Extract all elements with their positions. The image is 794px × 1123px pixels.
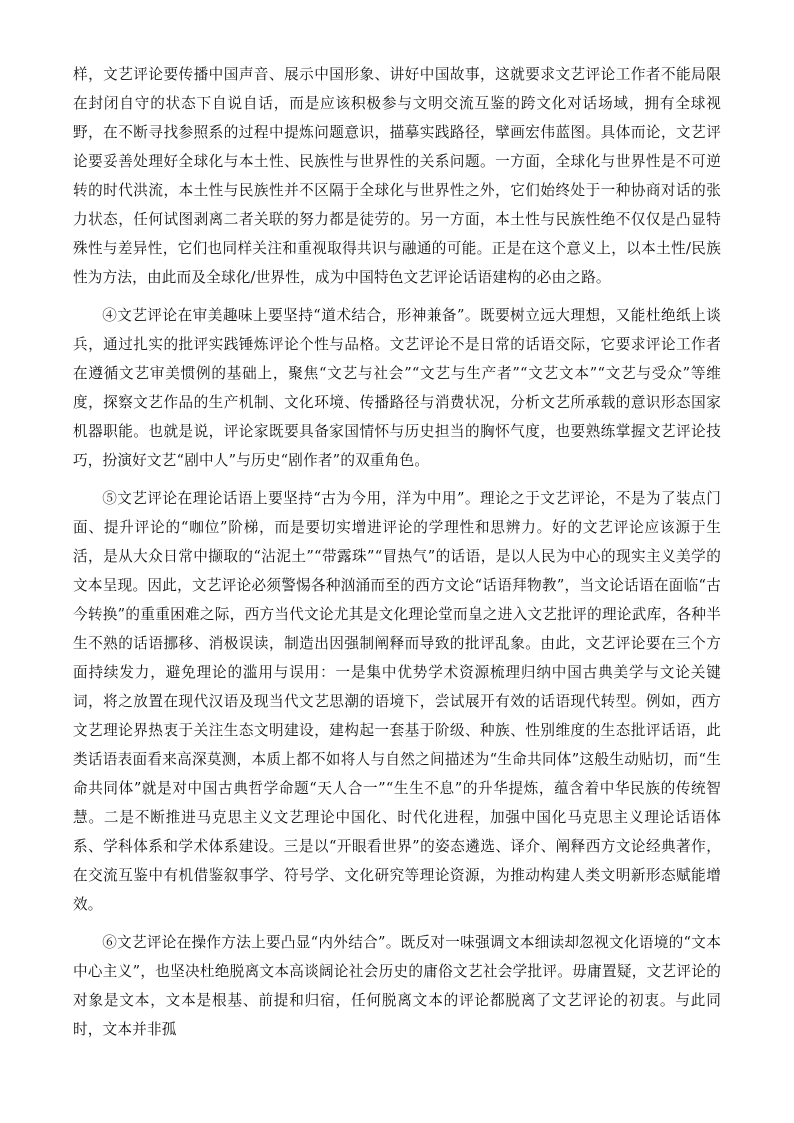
paragraph-4-aesthetic-taste: ④文艺评论在审美趣味上要坚持“道术结合，形神兼备”。既要树立远大理想，又能杜绝纸上谈兵，通过扎实的批评实践锤炼评论个性与品格。文艺评论不是日常的话语交际，它要求评论工作者在遵循文艺审美惯例的基础上，聚焦“文艺与社会”“文艺与生产者”“文艺文本”“文艺与受众”等维度，探察文艺作品的生产机制、文化环境、传播路径与消费状况，分析文艺所承载的意识形态国家机器职能。也就是说，评论家既要具备家国情怀与历史担当的胸怀气度，也要熟练掌握文艺评论技巧，扮演好文艺“剧中人”与历史“剧作者”的双重角色。	[73, 307, 721, 469]
paragraph-6-operating-method: ⑥文艺评论在操作方法上要凸显“内外结合”。既反对一味强调文本细读却忽视文化语境的“文本中心主义”，也坚决杜绝脱离文本高谈阔论社会历史的庸俗文艺社会学批评。毋庸置疑，文艺评论的对象是文本，文本是根基、前提和归宿，任何脱离文本的评论都脱离了文艺评论的初衷。与此同时，文本并非孤	[73, 934, 721, 1038]
paragraph-continuation: 样，文艺评论要传播中国声音、展示中国形象、讲好中国故事，这就要求文艺评论工作者不能局限在封闭自守的状态下自说自话，而是应该积极参与文明交流互鉴的跨文化对话场域，拥有全球视野，在不断寻找参照系的过程中提炼问题意识，描摹实践路径，擘画宏伟蓝图。具体而论，文艺评论要妥善处理好全球化与本土性、民族性与世界性的关系问题。一方面，全球化与世界性是不可逆转的时代洪流，本土性与民族性并不区隔于全球化与世界性之外，它们始终处于一种协商对话的张力状态，任何试图剥离二者关联的努力都是徒劳的。另一方面，本土性与民族性绝不仅仅是凸显特殊性与差异性，它们也同样关注和重视取得共识与融通的可能。正是在这个意义上，以本土性/民族性为方法，由此而及全球化/世界性，成为中国特色文艺评论话语建构的必由之路。	[73, 66, 721, 286]
article-body	[73, 60, 721, 1053]
paragraph-5-theoretical-discourse: ⑤文艺评论在理论话语上要坚持“古为今用，洋为中用”。理论之于文艺评论，不是为了装点门面、提升评论的“咖位”阶梯，而是要切实增进评论的学理性和思辨力。好的文艺评论应该源于生活，是从大众日常中撷取的“沾泥土”“带露珠”“冒热气”的话语，是以人民为中心的现实主义美学的文本呈现。因此，文艺评论必须警惕各种汹涌而至的西方文论“话语拜物教”，当文论话语在面临“古今转换”的重重困难之际，西方当代文论尤其是文化理论堂而皇之进入文艺批评的理论武库，各种半生不熟的话语挪移、消极误读，制造出因强制阐释而导致的批评乱象。由此，文艺评论要在三个方面持续发力，避免理论的滥用与误用：一是集中优势学术资源梳理归纳中国古典美学与文论关键词，将之放置在现代汉语及现当代文艺思潮的语境下，尝试展开有效的话语现代转型。例如，西方文艺理论界热衷于关注生态文明建设，建构起一套基于阶级、种族、性别维度的生态批评话语，此类话语表面看来高深莫测，本质上都不如将人与自然之间描述为“生命共同体”这般生动贴切，而“生命共同体”就是对中国古典哲学命题“天人合一”“生生不息”的升华提炼，蕴含着中华民族的传统智慧。二是不断推进马克思主义文艺理论中国化、时代化进程，加强中国化马克思主义理论话语体系、学科体系和学术体系建设。三是以“开眼看世界”的姿态遴选、译介、阐释西方文论经典著作，在交流互鉴中有机借鉴叙事学、符号学、文化研究等理论资源，为推动构建人类文明新形态赋能增效。	[73, 490, 721, 913]
